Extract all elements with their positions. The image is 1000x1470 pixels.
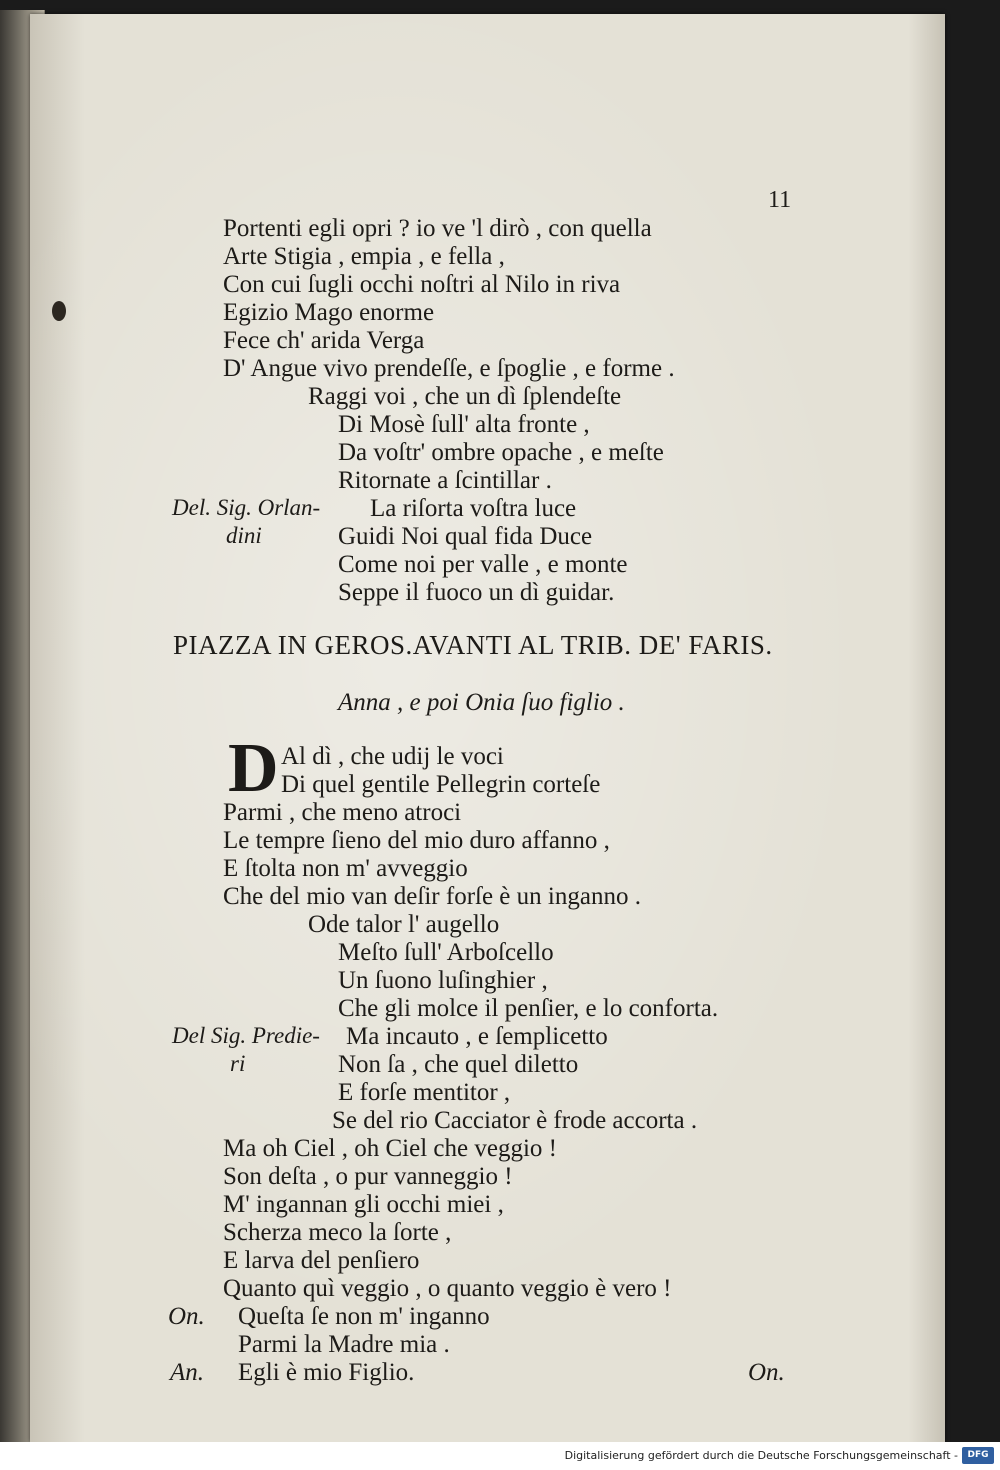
binding-hole [52,301,66,321]
verse-line: Al dì , che udij le voci [281,743,504,770]
verse-line: Di quel gentile Pellegrin corteſe [281,771,601,798]
verse-line: E larva del penſiero [223,1247,420,1274]
speaker-label: On. [168,1303,205,1330]
verse-line: Un ſuono luſinghier , [338,967,548,994]
dfg-logo: DFG [962,1447,994,1464]
verse-line: Ode talor l' augello [308,911,500,938]
verse-line: Con cui ſugli occhi noſtri al Nilo in riva [223,271,621,298]
verse-line: Le tempre ſieno del mio duro affanno , [223,827,610,854]
book-page [30,14,945,1442]
margin-note: Del. Sig. Orlan- [172,495,321,520]
page-number: 11 [768,187,792,213]
verse-line: Quanto quì veggio , o quanto veggio è vero ! [223,1275,672,1302]
verse-line: Guidi Noi qual fida Duce [338,523,593,550]
verse-line: Se del rio Cacciator è frode accorta . [332,1107,698,1134]
catchword: On. [748,1359,785,1386]
verse-line: Scherza meco la ſorte , [223,1219,452,1246]
verse-line: Fece ch' arida Verga [223,327,425,354]
margin-note: Del Sig. Predie- [172,1023,320,1048]
verse-line: Portenti egli opri ? io ve 'l dirò , con quella [223,215,652,242]
speaker-label: An. [170,1359,205,1386]
footer-credit: Digitalisierung gefördert durch die Deutsche Forschungsgemeinschaft - [564,1449,958,1462]
margin-note: dini [226,523,262,548]
verse-line: Che del mio van deſir forſe è un inganno . [223,883,641,910]
verse-line: La riſorta voſtra luce [370,495,577,522]
verse-line: Raggi voi , che un dì ſplendeſte [308,383,622,410]
verse-line: Parmi la Madre mia . [238,1331,450,1358]
scene-heading: PIAZZA IN GEROS.AVANTI AL TRIB. DE' FARIS. [173,630,773,660]
verse-line: Meſto ſull' Arboſcello [338,939,554,966]
verse-line: Parmi , che meno atroci [223,799,462,826]
character-heading: Anna , e poi Onia ſuo figlio . [338,689,625,716]
verse-line: Egli è mio Figlio. [238,1359,415,1386]
verse-line: Queſta ſe non m' inganno [238,1303,490,1330]
verse-line: D' Angue vivo prendeſſe, e ſpoglie , e forme . [223,355,675,382]
verse-line: Ma oh Ciel , oh Ciel che veggio ! [223,1135,557,1162]
verse-line: Che gli molce il penſier, e lo conforta. [338,995,719,1022]
verse-line: Seppe il fuoco un dì guidar. [338,579,615,606]
verse-line: Di Mosè ſull' alta fronte , [338,411,590,438]
verse-line: Ritornate a ſcintillar . [338,467,552,494]
verse-line: Ma incauto , e ſemplicetto [346,1023,608,1050]
footer-bar [0,1442,1000,1470]
verse-line: M' ingannan gli occhi miei , [223,1191,504,1218]
verse-line: Non ſa , che quel diletto [338,1051,579,1078]
verse-line: Arte Stigia , empia , e fella , [223,243,505,270]
margin-note: ri [230,1051,246,1076]
verse-line: Son deſta , o pur vanneggio ! [223,1163,513,1190]
verse-line: Da voſtr' ombre opache , e meſte [338,439,664,466]
verse-line: E ſtolta non m' avveggio [223,855,468,882]
verse-line: Egizio Mago enorme [223,299,435,326]
verse-line: E forſe mentitor , [338,1079,511,1106]
verse-line: Come noi per valle , e monte [338,551,628,578]
drop-cap: D [228,730,279,807]
